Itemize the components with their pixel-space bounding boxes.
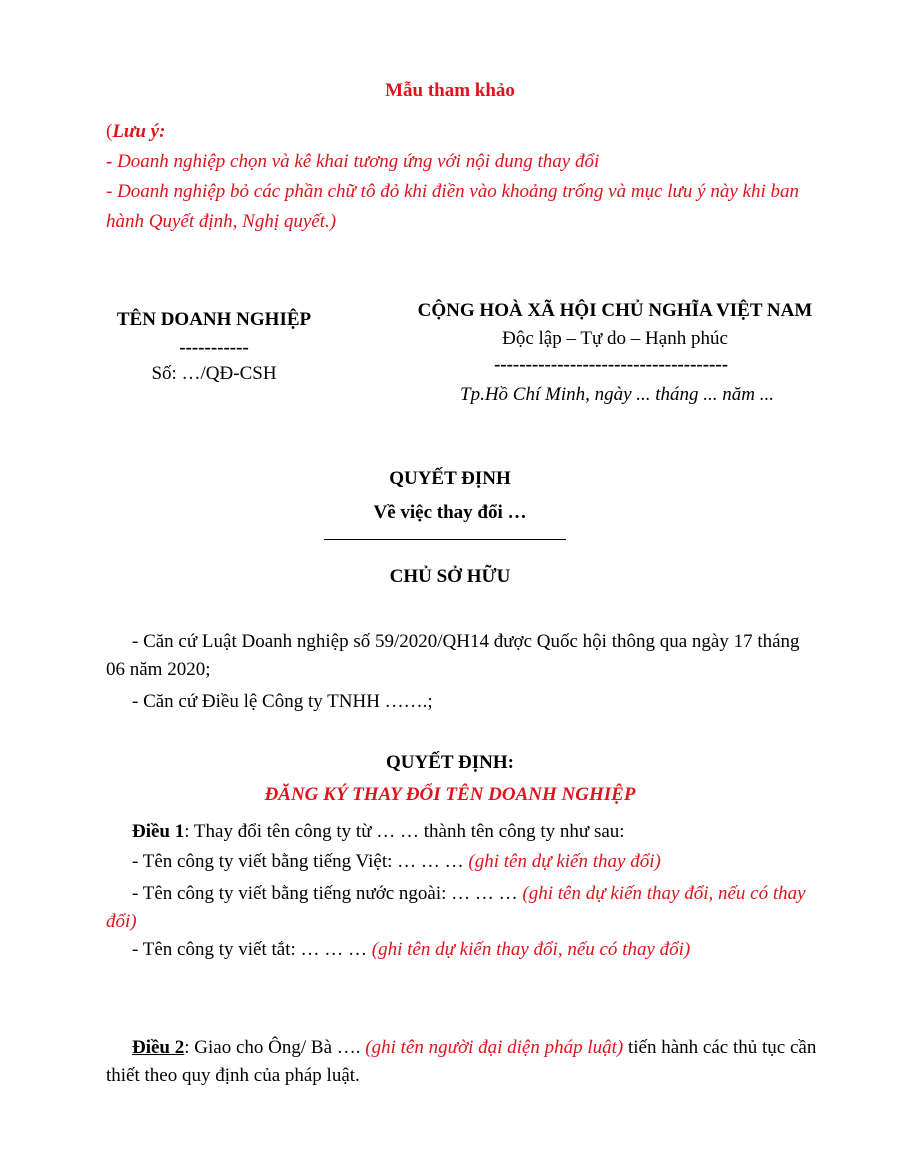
foreign-name-note: (ghi tên dự kiến thay đổi, nếu có thay đổi) <box>106 883 806 932</box>
article-2-text-before: : Giao cho Ông/ Bà …. <box>184 1037 366 1058</box>
article-2 <box>106 1034 818 1090</box>
sample-title: Mẫu tham khảo <box>385 80 515 101</box>
foreign-name-text: - Tên công ty viết bằng tiếng nước ngoài: … … … <box>132 883 523 904</box>
note-label: Lưu ý: <box>112 121 166 142</box>
vietnamese-name-text: - Tên công ty viết bằng tiếng Việt: … … … <box>132 851 469 872</box>
vietnamese-name-line <box>106 848 818 876</box>
note-label-line <box>106 117 826 147</box>
note-line-1 <box>106 147 826 177</box>
republic-title: CỘNG HOÀ XÃ HỘI CHỦ NGHĨA VIỆT NAM <box>417 300 813 321</box>
decision-subject: Về việc thay đổi … <box>373 502 527 523</box>
article-1-label: Điều 1 <box>132 821 185 842</box>
note-open-paren: ( <box>106 121 113 142</box>
national-header <box>380 296 850 408</box>
motto-separator: ------------------------------------- <box>493 354 729 375</box>
place-date-line: Tp.Hồ Chí Minh, ngày ... tháng ... năm ... <box>460 384 775 405</box>
article-1-text: : Thay đổi tên công ty từ … … thành tên công ty như sau: <box>184 821 625 842</box>
short-name-line <box>106 936 818 964</box>
short-name-note: (ghi tên dự kiến thay đổi, nếu có thay đổi) <box>371 939 691 960</box>
change-title: ĐĂNG KÝ THAY ĐỔI TÊN DOANH NGHIỆP <box>264 784 636 805</box>
company-separator: ----------- <box>179 337 249 358</box>
foreign-name-line <box>106 880 818 936</box>
note-line-1-dash: - <box>106 151 113 172</box>
legal-basis-law: - Căn cứ Luật Doanh nghiệp số 59/2020/QH14 được Quốc hội thông qua ngày 17 tháng 06 năm 2020; <box>106 631 800 680</box>
article-2-note: (ghi tên người đại diện pháp luật) <box>365 1037 624 1058</box>
decision-number: Số: …/QĐ-CSH <box>151 363 277 384</box>
vietnamese-name-note: (ghi tên dự kiến thay đổi) <box>468 851 661 872</box>
legal-basis-charter: - Căn cứ Điều lệ Công ty TNHH …….; <box>132 691 433 712</box>
company-header <box>100 306 328 388</box>
article-1 <box>106 818 818 846</box>
note-line-2: - Doanh nghiệp bỏ các phần chữ tô đỏ khi điền vào khoảng trống và mục lưu ý này khi ban hành Quyết định, Nghị quyết.) <box>106 181 799 232</box>
article-2-text-after: tiến hành các thủ tục cần thiết theo quy định của pháp luật. <box>106 1037 817 1086</box>
title-divider <box>324 539 566 540</box>
national-motto: Độc lập – Tự do – Hạnh phúc <box>502 328 728 349</box>
note-block <box>106 117 826 237</box>
owner-heading: CHỦ SỞ HỮU <box>389 566 511 587</box>
article-2-label: Điều 2 <box>132 1037 185 1058</box>
company-name-placeholder: TÊN DOANH NGHIỆP <box>116 309 312 330</box>
note-line-1-text: Doanh nghiệp chọn và kê khai tương ứng với nội dung thay đổi <box>112 151 600 172</box>
decision-heading: QUYẾT ĐỊNH <box>389 468 511 489</box>
decision-section-heading: QUYẾT ĐỊNH: <box>386 752 514 773</box>
short-name-text: - Tên công ty viết tắt: … … … <box>132 939 372 960</box>
